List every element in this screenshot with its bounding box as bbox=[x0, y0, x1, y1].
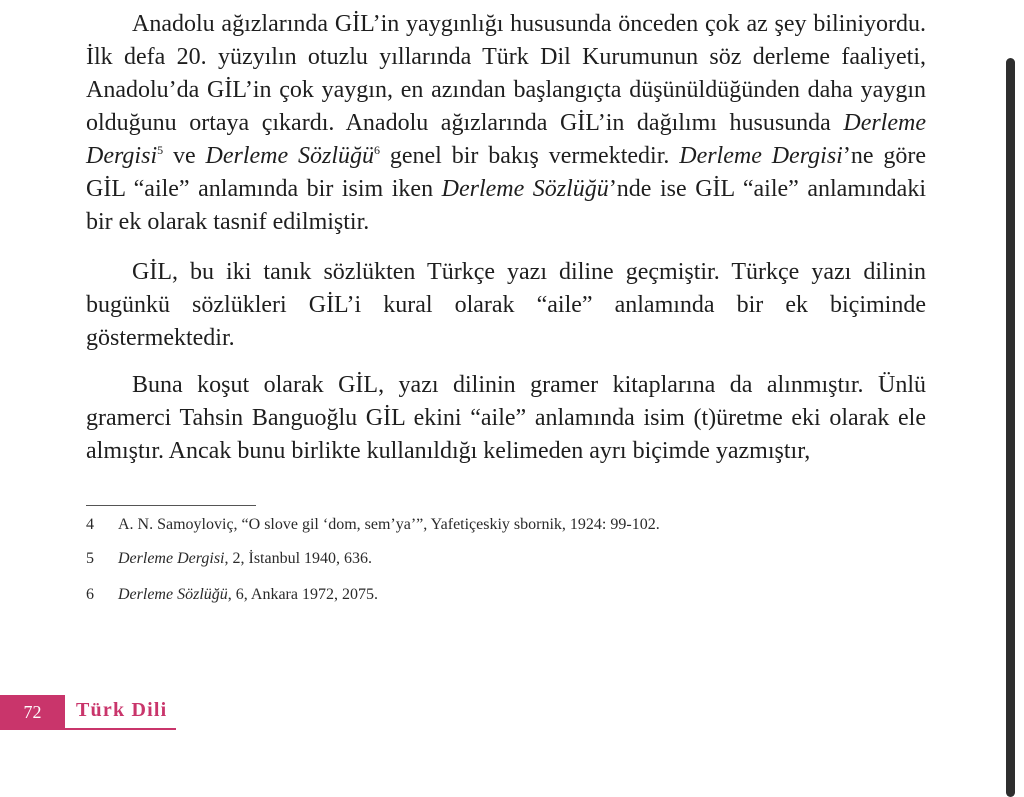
paragraph-1: Anadolu ağızlarında GİL’in yaygınlığı hususunda önceden çok az şey biliniyordu. İlk defa 20. yüzyılın otuzlu yıllarında Türk Dil Kurumunun söz derleme faaliyeti, Anadolu’da GİL’in çok yaygın, en azından başlangıçta düşünüldüğünden daha yaygın olduğunu ortaya çıkardı. Anadolu ağızlarında GİL’in dağılımı hususunda Derleme Dergisi$^5$ ve Derleme Sözlüğü$^6$ genel bir bakış vermektedir. Derleme Dergisi’ne göre GİL “aile” anlamında bir isim iken Derleme Sözlüğü’nde ise GİL “aile” anlamındaki bir ek olarak tasnif edilmiştir. bbox=[86, 11, 926, 235]
footnote-text: , 6, Ankara 1972, 2075. bbox=[227, 586, 378, 603]
cited-work-title: Derleme Sözlüğü bbox=[205, 143, 374, 169]
footnote-text: , 2, İstanbul 1940, 636. bbox=[224, 550, 373, 567]
footnote-work-title: Derleme Sözlüğü bbox=[118, 586, 228, 603]
footnote-ref-6[interactable]: 6 bbox=[374, 143, 380, 157]
footnote-divider bbox=[86, 505, 256, 506]
cited-work-title: Derleme Dergisi bbox=[86, 110, 926, 169]
vertical-scrollbar-thumb[interactable] bbox=[1006, 58, 1015, 797]
journal-title: Türk Dili bbox=[76, 699, 168, 721]
cited-work-title: Derleme Sözlüğü bbox=[441, 176, 609, 202]
footnote-text: A. N. Samoyloviç, “O slove gil ‘dom, sem’ya’”, Yafetiçeskiy sbornik, 1924: 99-102. bbox=[118, 516, 660, 533]
footnote-5 bbox=[86, 548, 906, 570]
footnote-work-title: Derleme Dergisi bbox=[118, 550, 225, 567]
footnote-number: 4 bbox=[86, 516, 94, 533]
paragraph-3: Buna koşut olarak GİL, yazı dilinin gramer kitaplarına da alınmıştır. Ünlü gramerci Tahsin Banguoğlu GİL ekini “aile” anlamında isim (t)üretme eki olarak ele almıştır. Ancak bunu birlikte kullanıldığı kelimeden ayrı biçimde yazmıştır, bbox=[86, 372, 926, 464]
cited-work-title: Derleme Dergisi bbox=[679, 143, 843, 169]
footnote-number: 5 bbox=[86, 550, 94, 567]
footnote-4 bbox=[86, 514, 906, 536]
footnote-number: 6 bbox=[86, 586, 94, 603]
paragraph-2: GİL, bu iki tanık sözlükten Türkçe yazı diline geçmiştir. Türkçe yazı dilinin bugünkü sözlükleri GİL’i kural olarak “aile” anlamında bir ek biçiminde göstermektedir. bbox=[86, 259, 926, 351]
footnote-ref-5[interactable]: 5 bbox=[157, 143, 164, 157]
footnote-6 bbox=[86, 584, 906, 606]
footer-underline bbox=[0, 728, 176, 730]
page-number-badge: 72 bbox=[0, 695, 65, 729]
